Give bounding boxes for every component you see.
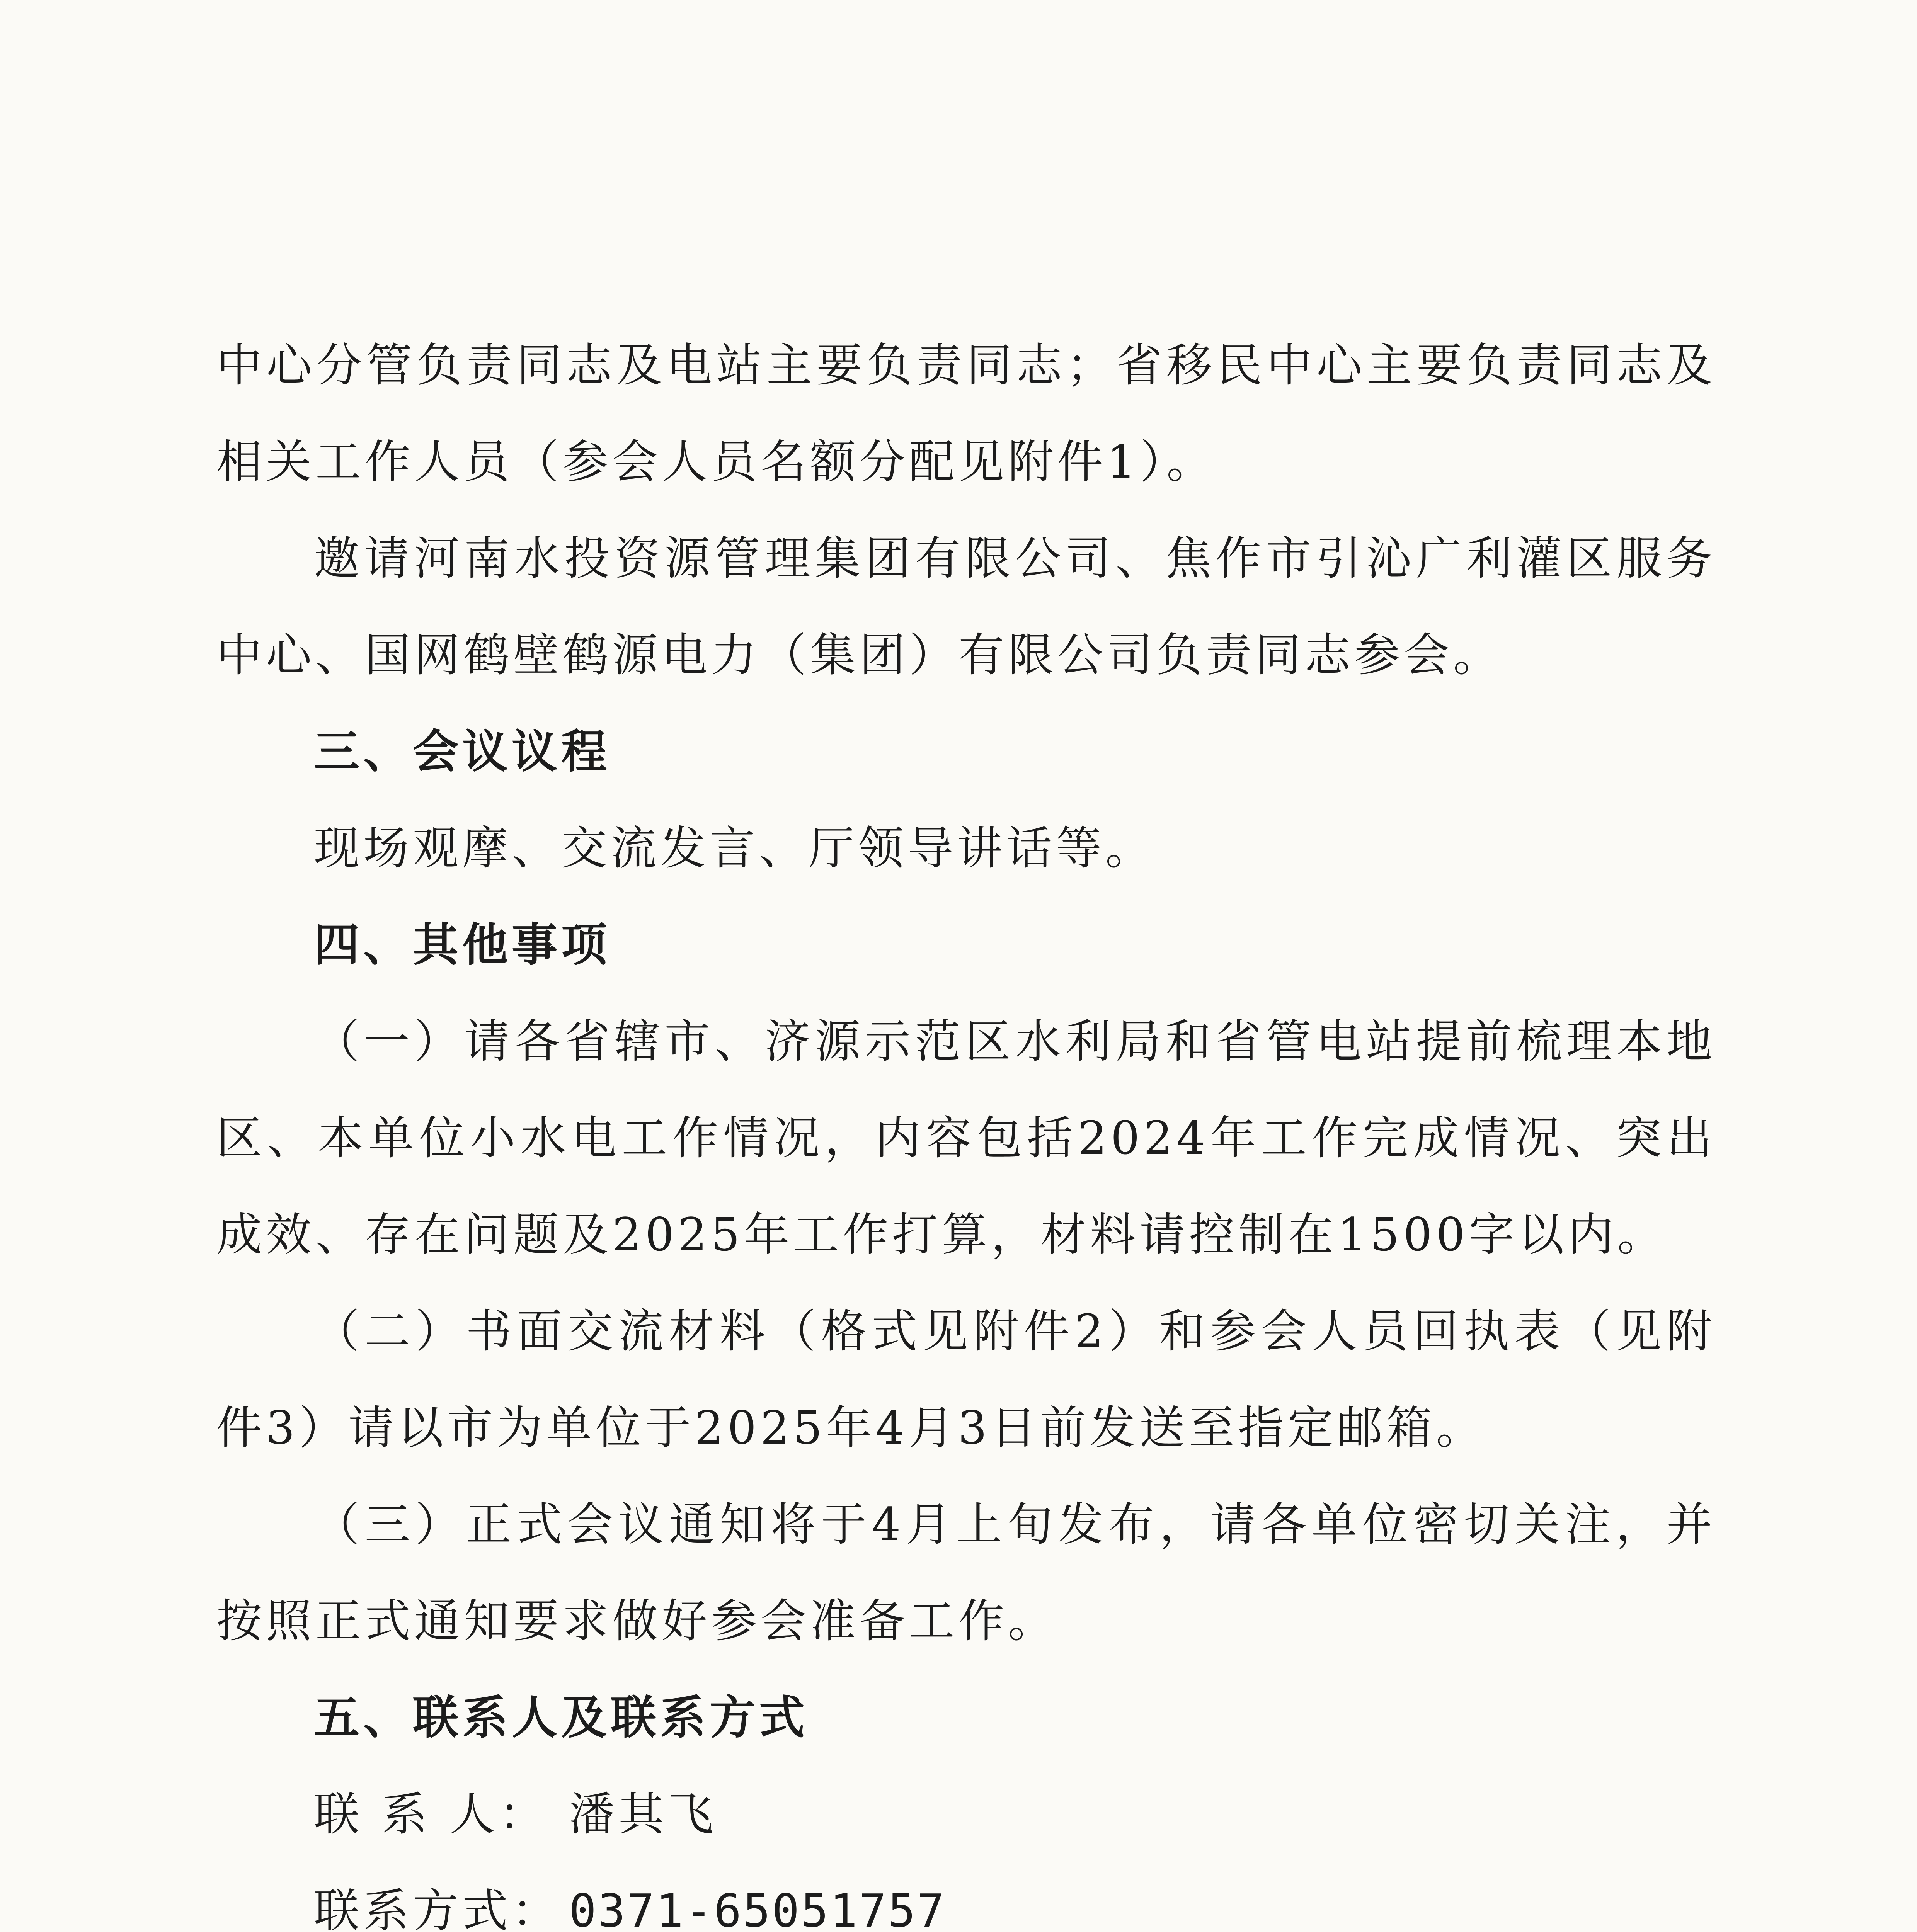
contact-phone-label: 联系方式： xyxy=(314,1884,562,1932)
document-body xyxy=(216,317,1716,1932)
section-heading-other-matters: 四、其他事项 xyxy=(314,918,611,971)
section-heading-contacts: 五、联系人及联系方式 xyxy=(314,1691,809,1744)
section-heading-agenda: 三、会议议程 xyxy=(314,725,611,778)
paragraph-other-matter-1: （一）请各省辖市、济源示范区水利局和省管电站提前梳理本地区、本单位小水电工作情况，内容包括2024年工作完成情况、突出成效、存在问题及2025年工作打算，材料请控制在1500字以内。 xyxy=(216,1015,1716,1261)
paragraph-agenda: 现场观摩、交流发言、厅领导讲话等。 xyxy=(314,821,1155,875)
contact-phone-row xyxy=(216,1862,1716,1932)
contact-phone-value: 0371-65051757 xyxy=(569,1884,946,1932)
paragraph-other-matter-2: （二）书面交流材料（格式见附件2）和参会人员回执表（见附件3）请以市为单位于2025年4月3日前发送至指定邮箱。 xyxy=(216,1304,1716,1454)
paragraph-other-matter-3: （三）正式会议通知将于4月上旬发布，请各单位密切关注，并按照正式通知要求做好参会准备工作。 xyxy=(216,1498,1716,1648)
paragraph-continuation: 中心分管负责同志及电站主要负责同志；省移民中心主要负责同志及相关工作人员（参会人员名额分配见附件1）。 xyxy=(216,338,1716,488)
paragraph-invited-units: 邀请河南水投资源管理集团有限公司、焦作市引沁广利灌区服务中心、国网鹤壁鹤源电力（集团）有限公司负责同志参会。 xyxy=(216,532,1716,682)
contact-person-row xyxy=(216,1766,1716,1862)
contact-person-label: 联 系 人： xyxy=(314,1787,549,1841)
contact-person-value: 潘其飞 xyxy=(569,1787,718,1841)
